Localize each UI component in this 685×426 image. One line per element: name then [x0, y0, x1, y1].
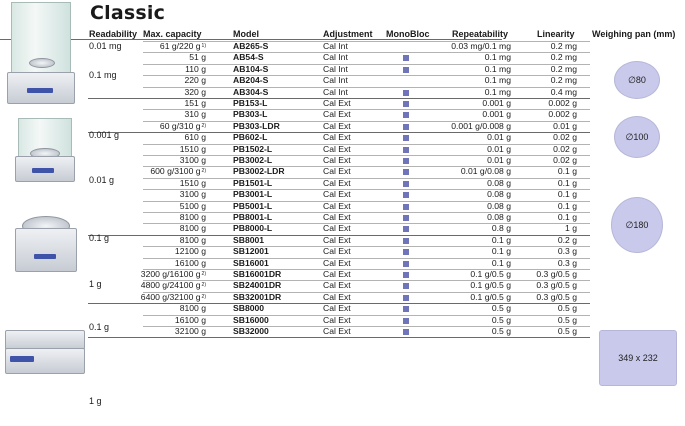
linearity-cell: 0.02 g [553, 143, 577, 154]
repeatability-cell: 0.1 g [491, 257, 511, 268]
adjustment-cell: Cal Ext [323, 109, 351, 120]
model-cell: AB304-S [233, 86, 269, 97]
header-capacity: Max. capacity [143, 29, 202, 39]
adjustment-cell: Cal Ext [323, 269, 351, 279]
adjustment-cell: Cal Ext [323, 303, 351, 314]
capacity-cell [86, 258, 206, 269]
capacity-value: 6400 g/32100 g [140, 291, 201, 302]
capacity-value: 3200 g/16100 g [140, 269, 201, 279]
capacity-cell [86, 201, 206, 212]
footnote-marker: 2) [201, 168, 206, 175]
model-cell: PB602-L [233, 132, 268, 143]
repeatability-cell: 0.01 g [487, 155, 511, 165]
capacity-value: 610 g [184, 132, 206, 143]
adjustment-cell: Cal Ext [323, 98, 351, 108]
model-cell: PB8001-L [233, 212, 273, 222]
adjustment-cell: Cal Ext [323, 280, 351, 291]
adjustment-cell: Cal Ext [323, 326, 351, 336]
weighing-pan-349x232 [599, 330, 677, 386]
linearity-cell: 0.1 g [557, 166, 577, 177]
repeatability-cell: 0.08 g [487, 200, 511, 211]
header-adjustment: Adjustment [323, 29, 373, 39]
linearity-cell: 0.02 g [553, 155, 577, 165]
capacity-value: 8100 g [179, 223, 206, 234]
precision-balance-draftshield-photo [14, 116, 74, 182]
linearity-cell: 0.002 g [548, 109, 577, 120]
model-cell: AB265-S [233, 41, 269, 51]
capacity-value: 1510 g [179, 143, 206, 154]
repeatability-cell: 0.08 g [487, 212, 511, 222]
capacity-value: 12100 g [174, 246, 206, 257]
model-cell: SB8001 [233, 234, 265, 245]
footnote-marker: 2) [201, 282, 206, 289]
readability-label: 0.1 mg [89, 70, 117, 80]
linearity-cell: 0.4 mg [550, 86, 577, 97]
repeatability-cell: 0.01 g [487, 143, 511, 154]
repeatability-cell: 0.1 g/0.5 g [470, 291, 511, 302]
model-cell: SB16001 [233, 257, 269, 268]
capacity-value: 5100 g [179, 200, 206, 211]
repeatability-cell: 0.5 g [491, 303, 511, 314]
model-cell: AB54-S [233, 52, 264, 63]
industrial-scale-photo [4, 326, 84, 374]
repeatability-cell: 0.08 g [487, 177, 511, 188]
table-bottom-rule [88, 337, 590, 338]
capacity-value: 8100 g [179, 303, 206, 314]
linearity-cell: 0.3 g/0.5 g [536, 291, 577, 302]
model-cell: PB303-L [233, 109, 268, 120]
pan-size-label: ∅180 [625, 219, 649, 230]
linearity-cell: 0.002 g [548, 98, 577, 108]
adjustment-cell: Cal Ext [323, 291, 351, 302]
capacity-value: 61 g/220 g [159, 41, 201, 51]
readability-label: 0.1 g [89, 233, 110, 243]
linearity-cell: 0.1 g [557, 200, 577, 211]
footnote-marker: 2) [201, 293, 206, 300]
adjustment-cell: Cal Int [323, 41, 348, 51]
linearity-cell: 0.3 g [557, 246, 577, 257]
model-cell: PB153-L [233, 98, 268, 108]
adjustment-cell: Cal Ext [323, 155, 351, 165]
adjustment-cell: Cal Ext [323, 223, 351, 234]
adjustment-cell: Cal Int [323, 86, 348, 97]
adjustment-cell: Cal Ext [323, 177, 351, 188]
footnote-marker: 2) [201, 271, 206, 277]
header-model: Model [233, 29, 259, 39]
footnote-marker: 1) [201, 43, 206, 49]
readability-label: 0.01 g [89, 175, 115, 185]
capacity-cell [86, 155, 206, 166]
analytical-balance-photo [5, 0, 75, 104]
header-weighing-pan: Weighing pan (mm) [592, 29, 676, 39]
model-cell: PB1501-L [233, 177, 273, 188]
repeatability-cell: 0.1 g [491, 234, 511, 245]
linearity-cell: 0.1 g [557, 212, 577, 222]
adjustment-cell: Cal Ext [323, 246, 351, 257]
capacity-value: 110 g [185, 63, 206, 74]
weighing-pan-100 [614, 116, 660, 158]
capacity-cell [86, 280, 206, 291]
header-linearity: Linearity [537, 29, 575, 39]
repeatability-cell: 0.1 mg [484, 63, 511, 74]
capacity-value: 51 g [189, 52, 206, 63]
model-cell: SB8000 [233, 303, 265, 314]
capacity-cell [86, 87, 206, 98]
repeatability-cell: 0.8 g [491, 223, 511, 234]
linearity-cell: 0.02 g [553, 132, 577, 143]
capacity-value: 3100 g [179, 155, 206, 165]
capacity-cell [86, 212, 206, 223]
capacity-value: 16100 g [174, 314, 206, 325]
model-cell: SB12001 [233, 246, 269, 257]
adjustment-cell: Cal Ext [323, 314, 351, 325]
capacity-value: 3100 g [179, 189, 206, 200]
repeatability-cell: 0.5 g [491, 326, 511, 336]
linearity-cell: 0.01 g [553, 120, 577, 131]
repeatability-cell: 0.1 g/0.5 g [470, 280, 511, 291]
model-cell: SB16001DR [233, 269, 282, 279]
linearity-cell: 0.2 g [557, 234, 577, 245]
header-repeatability: Repeatability [452, 29, 509, 39]
adjustment-cell: Cal Ext [323, 234, 351, 245]
readability-label: 1 g [89, 279, 102, 289]
adjustment-cell: Cal Int [323, 52, 348, 63]
adjustment-cell: Cal Int [323, 75, 348, 86]
pan-size-label: 349 x 232 [618, 353, 658, 363]
linearity-cell: 0.5 g [557, 314, 577, 325]
capacity-value: 310 g [184, 109, 206, 120]
linearity-cell: 0.2 mg [550, 63, 577, 74]
capacity-cell [86, 246, 206, 257]
model-cell: SB32001DR [233, 291, 282, 302]
repeatability-cell: 0.1 g/0.5 g [470, 269, 511, 279]
adjustment-cell: Cal Ext [323, 212, 351, 222]
capacity-cell [86, 292, 206, 303]
repeatability-cell: 0.001 g/0.008 g [451, 120, 511, 131]
linearity-cell: 0.1 g [557, 177, 577, 188]
repeatability-cell: 0.01 g [487, 132, 511, 143]
page-title: Classic [90, 2, 166, 24]
linearity-cell: 0.2 mg [550, 41, 577, 51]
header-readability: Readability [89, 29, 138, 39]
capacity-cell [86, 52, 206, 63]
linearity-cell: 0.2 mg [550, 75, 577, 86]
model-cell: PB8000-L [233, 223, 273, 234]
capacity-cell [86, 109, 206, 120]
model-cell: SB32000 [233, 326, 269, 336]
adjustment-cell: Cal Ext [323, 166, 351, 177]
readability-label: 0.001 g [89, 130, 120, 140]
repeatability-cell: 0.01 g/0.08 g [460, 166, 511, 177]
adjustment-cell: Cal Int [323, 63, 348, 74]
capacity-value: 16100 g [174, 257, 206, 268]
capacity-value: 8100 g [179, 212, 206, 222]
adjustment-cell: Cal Ext [323, 120, 351, 131]
precision-balance-photo [14, 212, 76, 274]
capacity-value: 1510 g [179, 177, 206, 188]
capacity-value: 60 g/310 g [159, 120, 201, 131]
linearity-cell: 0.5 g [557, 303, 577, 314]
footnote-marker: 2) [201, 122, 206, 129]
capacity-value: 600 g/3100 g [150, 166, 201, 177]
linearity-cell: 0.3 g/0.5 g [536, 280, 577, 291]
capacity-value: 8100 g [179, 234, 206, 245]
adjustment-cell: Cal Ext [323, 143, 351, 154]
linearity-cell: 0.3 g/0.5 g [536, 269, 577, 279]
model-cell: AB104-S [233, 63, 269, 74]
capacity-value: 220 g [184, 75, 206, 86]
readability-label: 0.1 g [89, 322, 110, 332]
model-cell: PB3001-L [233, 189, 273, 200]
linearity-cell: 0.3 g [557, 257, 577, 268]
repeatability-cell: 0.1 g [491, 246, 511, 257]
model-cell: PB3002-L [233, 155, 273, 165]
linearity-cell: 0.2 mg [550, 52, 577, 63]
repeatability-cell: 0.1 mg [484, 86, 511, 97]
capacity-value: 32100 g [174, 326, 206, 336]
weighing-pan-180 [611, 197, 663, 253]
adjustment-cell: Cal Ext [323, 189, 351, 200]
header-rule [0, 39, 502, 40]
linearity-cell: 0.1 g [557, 189, 577, 200]
capacity-cell [86, 98, 206, 109]
model-cell: AB204-S [233, 75, 269, 86]
adjustment-cell: Cal Ext [323, 200, 351, 211]
header-monobloc: MonoBloc [386, 29, 430, 39]
capacity-value: 4800 g/24100 g [140, 280, 201, 291]
capacity-value: 151 g [184, 98, 206, 108]
repeatability-cell: 0.1 mg [484, 75, 511, 86]
repeatability-cell: 0.08 g [487, 189, 511, 200]
model-cell: PB303-LDR [233, 120, 280, 131]
capacity-cell [86, 269, 206, 280]
repeatability-cell: 0.03 mg/0.1 mg [451, 41, 511, 51]
adjustment-cell: Cal Ext [323, 132, 351, 143]
model-cell: SB24001DR [233, 280, 282, 291]
capacity-cell [86, 189, 206, 200]
adjustment-cell: Cal Ext [323, 257, 351, 268]
repeatability-cell: 0.001 g [482, 98, 511, 108]
linearity-cell: 0.5 g [557, 326, 577, 336]
readability-label: 1 g [89, 396, 102, 406]
model-cell: PB5001-L [233, 200, 273, 211]
model-cell: PB3002-LDR [233, 166, 285, 177]
pan-size-label: ∅100 [625, 131, 649, 142]
repeatability-cell: 0.001 g [482, 109, 511, 120]
model-cell: SB16000 [233, 314, 269, 325]
model-cell: PB1502-L [233, 143, 273, 154]
capacity-cell [86, 303, 206, 314]
repeatability-cell: 0.5 g [491, 314, 511, 325]
readability-label: 0.01 mg [89, 41, 122, 51]
capacity-cell [86, 144, 206, 155]
linearity-cell: 1 g [565, 223, 577, 234]
capacity-value: 320 g [184, 86, 206, 97]
pan-size-label: ∅80 [628, 74, 646, 85]
weighing-pan-80 [614, 61, 660, 99]
repeatability-cell: 0.1 mg [484, 52, 511, 63]
